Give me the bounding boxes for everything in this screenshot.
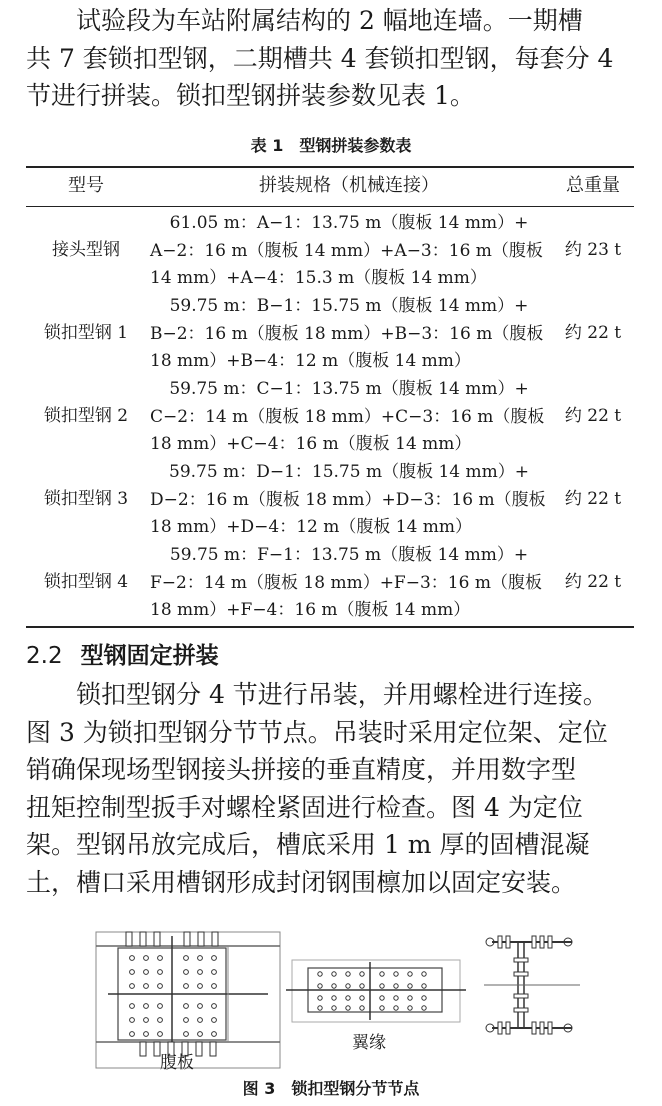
bolt-hole — [212, 970, 217, 975]
bolt-hole — [158, 956, 163, 961]
bolt-hole — [212, 1032, 217, 1037]
bolt-hole — [380, 1006, 384, 1010]
figure-caption: 图 3 锁扣型钢分节节点 — [242, 1079, 420, 1098]
bolt-hole — [144, 1004, 149, 1009]
table-bottom-rule — [26, 626, 634, 628]
bolt-hole — [394, 996, 398, 1000]
bolt-hole — [346, 1006, 350, 1010]
bolt-hole — [198, 1032, 203, 1037]
bolt-hole — [408, 1006, 412, 1010]
bolt-hole — [360, 1006, 364, 1010]
bolt-hole — [184, 984, 189, 989]
bolt-hole — [130, 984, 135, 989]
table-caption: 表 1 型钢拼装参数表 — [250, 136, 412, 155]
spec-line: 59.75 m：C−1：13.75 m（腹板 14 mm）+ — [169, 379, 529, 399]
row-weight: 约 22 t — [564, 323, 622, 343]
spec-line: A−2：16 m（腹板 14 mm）+A−3：16 m（腹板 — [150, 240, 543, 261]
bolt-hole — [158, 984, 163, 989]
table-header-rule — [26, 206, 634, 207]
bolt-hole — [318, 996, 322, 1000]
row-weight: 约 22 t — [564, 489, 622, 509]
bolt-hole — [422, 996, 426, 1000]
bolt-hole — [318, 972, 322, 976]
header-weight: 总重量 — [566, 175, 620, 196]
bolt-hole — [130, 1004, 135, 1009]
row-weight: 约 22 t — [564, 572, 622, 592]
row-type: 锁扣型钢 3 — [43, 489, 129, 509]
section-view-drawing — [484, 930, 580, 1040]
spec-line: B−2：16 m（腹板 18 mm）+B−3：16 m（腹板 — [150, 323, 544, 344]
bolt-hole — [198, 984, 203, 989]
bolt-hole — [346, 996, 350, 1000]
bolt-hole — [332, 972, 336, 976]
bolt-hole — [318, 1006, 322, 1010]
bolt-hole — [332, 996, 336, 1000]
intro-paragraph — [26, 2, 638, 115]
bolt-hole — [184, 1004, 189, 1009]
bolt-hole — [184, 956, 189, 961]
figure-label-web: 腹板 — [160, 1053, 194, 1073]
bolt-hole — [408, 984, 412, 988]
spec-line: 59.75 m：B−1：15.75 m（腹板 14 mm）+ — [169, 296, 529, 316]
intro-line-3: 节进行拼装。锁扣型钢拼装参数见表 1。 — [26, 81, 475, 110]
section-number: 2.2 — [26, 643, 63, 669]
row-spec — [150, 293, 548, 376]
spec-line: 18 mm）+B−4：12 m（腹板 14 mm） — [150, 351, 471, 371]
bolt-hole — [144, 1018, 149, 1023]
bolt-hole — [158, 1032, 163, 1037]
body-line-4: 扭矩控制型扳手对螺栓紧固进行检查。图 4 为定位 — [26, 792, 583, 822]
spec-line: F−2：14 m（腹板 18 mm）+F−3：16 m（腹板 — [150, 572, 542, 593]
bolt-hole — [198, 1018, 203, 1023]
section-heading — [26, 637, 219, 670]
row-type: 接头型钢 — [52, 240, 120, 260]
row-spec — [150, 210, 548, 293]
bolt-hole — [212, 1018, 217, 1023]
bolt-hole — [380, 972, 384, 976]
row-spec — [150, 459, 548, 542]
row-weight: 约 23 t — [564, 240, 622, 260]
bolt-hole — [346, 972, 350, 976]
body-line-5: 架。型钢吊放完成后，槽底采用 1 m 厚的固槽混凝 — [26, 830, 590, 859]
body-line-2: 图 3 为锁扣型钢分节节点。吊装时采用定位架、定位 — [26, 717, 608, 747]
row-type: 锁扣型钢 2 — [43, 406, 129, 426]
bolt-hole — [198, 956, 203, 961]
row-type: 锁扣型钢 1 — [43, 323, 129, 343]
bolt-hole — [360, 972, 364, 976]
bolt-hole — [198, 970, 203, 975]
intro-line-2: 共 7 套锁扣型钢，二期槽共 4 套锁扣型钢，每套分 4 — [26, 43, 614, 73]
bolt-hole — [360, 996, 364, 1000]
bolt-hole — [332, 1006, 336, 1010]
header-type: 型号 — [68, 175, 104, 196]
bolt-hole — [130, 956, 135, 961]
spec-line: C−2：14 m（腹板 18 mm）+C−3：16 m（腹板 — [150, 406, 545, 427]
table-top-rule — [26, 166, 634, 168]
bolt-hole — [408, 996, 412, 1000]
body-line-3: 销确保现场型钢接头拼接的垂直精度，并用数字型 — [26, 755, 577, 784]
body-line-1: 锁扣型钢分 4 节进行吊装，并用螺栓进行连接。 — [26, 680, 608, 709]
bolt-hole — [184, 1018, 189, 1023]
spec-line: 61.05 m：A−1：13.75 m（腹板 14 mm）+ — [169, 213, 529, 233]
spec-line: 14 mm）+A−4：15.3 m（腹板 14 mm） — [150, 268, 487, 288]
bolt-hole — [408, 972, 412, 976]
spec-line: 59.75 m：D−1：15.75 m（腹板 14 mm）+ — [169, 462, 529, 482]
bolt-hole — [144, 970, 149, 975]
bolt-hole — [422, 984, 426, 988]
bolt-hole — [144, 956, 149, 961]
body-paragraph — [26, 676, 638, 901]
bolt-hole — [422, 1006, 426, 1010]
bolt-hole — [212, 1004, 217, 1009]
bolt-hole — [394, 972, 398, 976]
bolt-hole — [212, 956, 217, 961]
bolt-hole — [144, 984, 149, 989]
row-weight: 约 22 t — [564, 406, 622, 426]
bolt-hole — [332, 984, 336, 988]
bolt-hole — [158, 1004, 163, 1009]
row-spec — [150, 542, 548, 625]
spec-line: D−2：16 m（腹板 18 mm）+D−3：16 m（腹板 — [150, 489, 546, 510]
bolt-hole — [130, 1018, 135, 1023]
row-spec — [150, 376, 548, 459]
row-type: 锁扣型钢 4 — [43, 572, 129, 592]
spec-line: 18 mm）+C−4：16 m（腹板 14 mm） — [150, 434, 472, 454]
bolt-hole — [130, 1032, 135, 1037]
bolt-hole — [394, 1006, 398, 1010]
bolt-hole — [144, 1032, 149, 1037]
header-spec: 拼装规格（机械连接） — [259, 175, 439, 196]
spec-line: 59.75 m：F−1：13.75 m（腹板 14 mm）+ — [169, 545, 529, 565]
spec-line: 18 mm）+D−4：12 m（腹板 14 mm） — [150, 517, 473, 537]
bolt-hole — [380, 996, 384, 1000]
bolt-hole — [346, 984, 350, 988]
bolt-hole — [198, 1004, 203, 1009]
bolt-hole — [318, 984, 322, 988]
spec-line: 18 mm）+F−4：16 m（腹板 14 mm） — [150, 600, 471, 620]
bolt-hole — [130, 970, 135, 975]
body-line-6: 土，槽口采用槽钢形成封闭钢围檩加以固定安装。 — [26, 867, 577, 897]
bolt-hole — [422, 972, 426, 976]
figure-label-flange: 翼缘 — [352, 1033, 386, 1053]
bolt-hole — [212, 984, 217, 989]
bolt-hole — [184, 970, 189, 975]
bolt-hole — [158, 970, 163, 975]
section-title: 型钢固定拼装 — [80, 643, 219, 669]
intro-line-1: 试验段为车站附属结构的 2 幅地连墙。一期槽 — [26, 6, 583, 35]
bolt-hole — [184, 1032, 189, 1037]
bolt-hole — [360, 984, 364, 988]
flange-splice-drawing — [286, 958, 466, 1028]
bolt-hole — [394, 984, 398, 988]
bolt-hole — [158, 1018, 163, 1023]
bolt-hole — [380, 984, 384, 988]
